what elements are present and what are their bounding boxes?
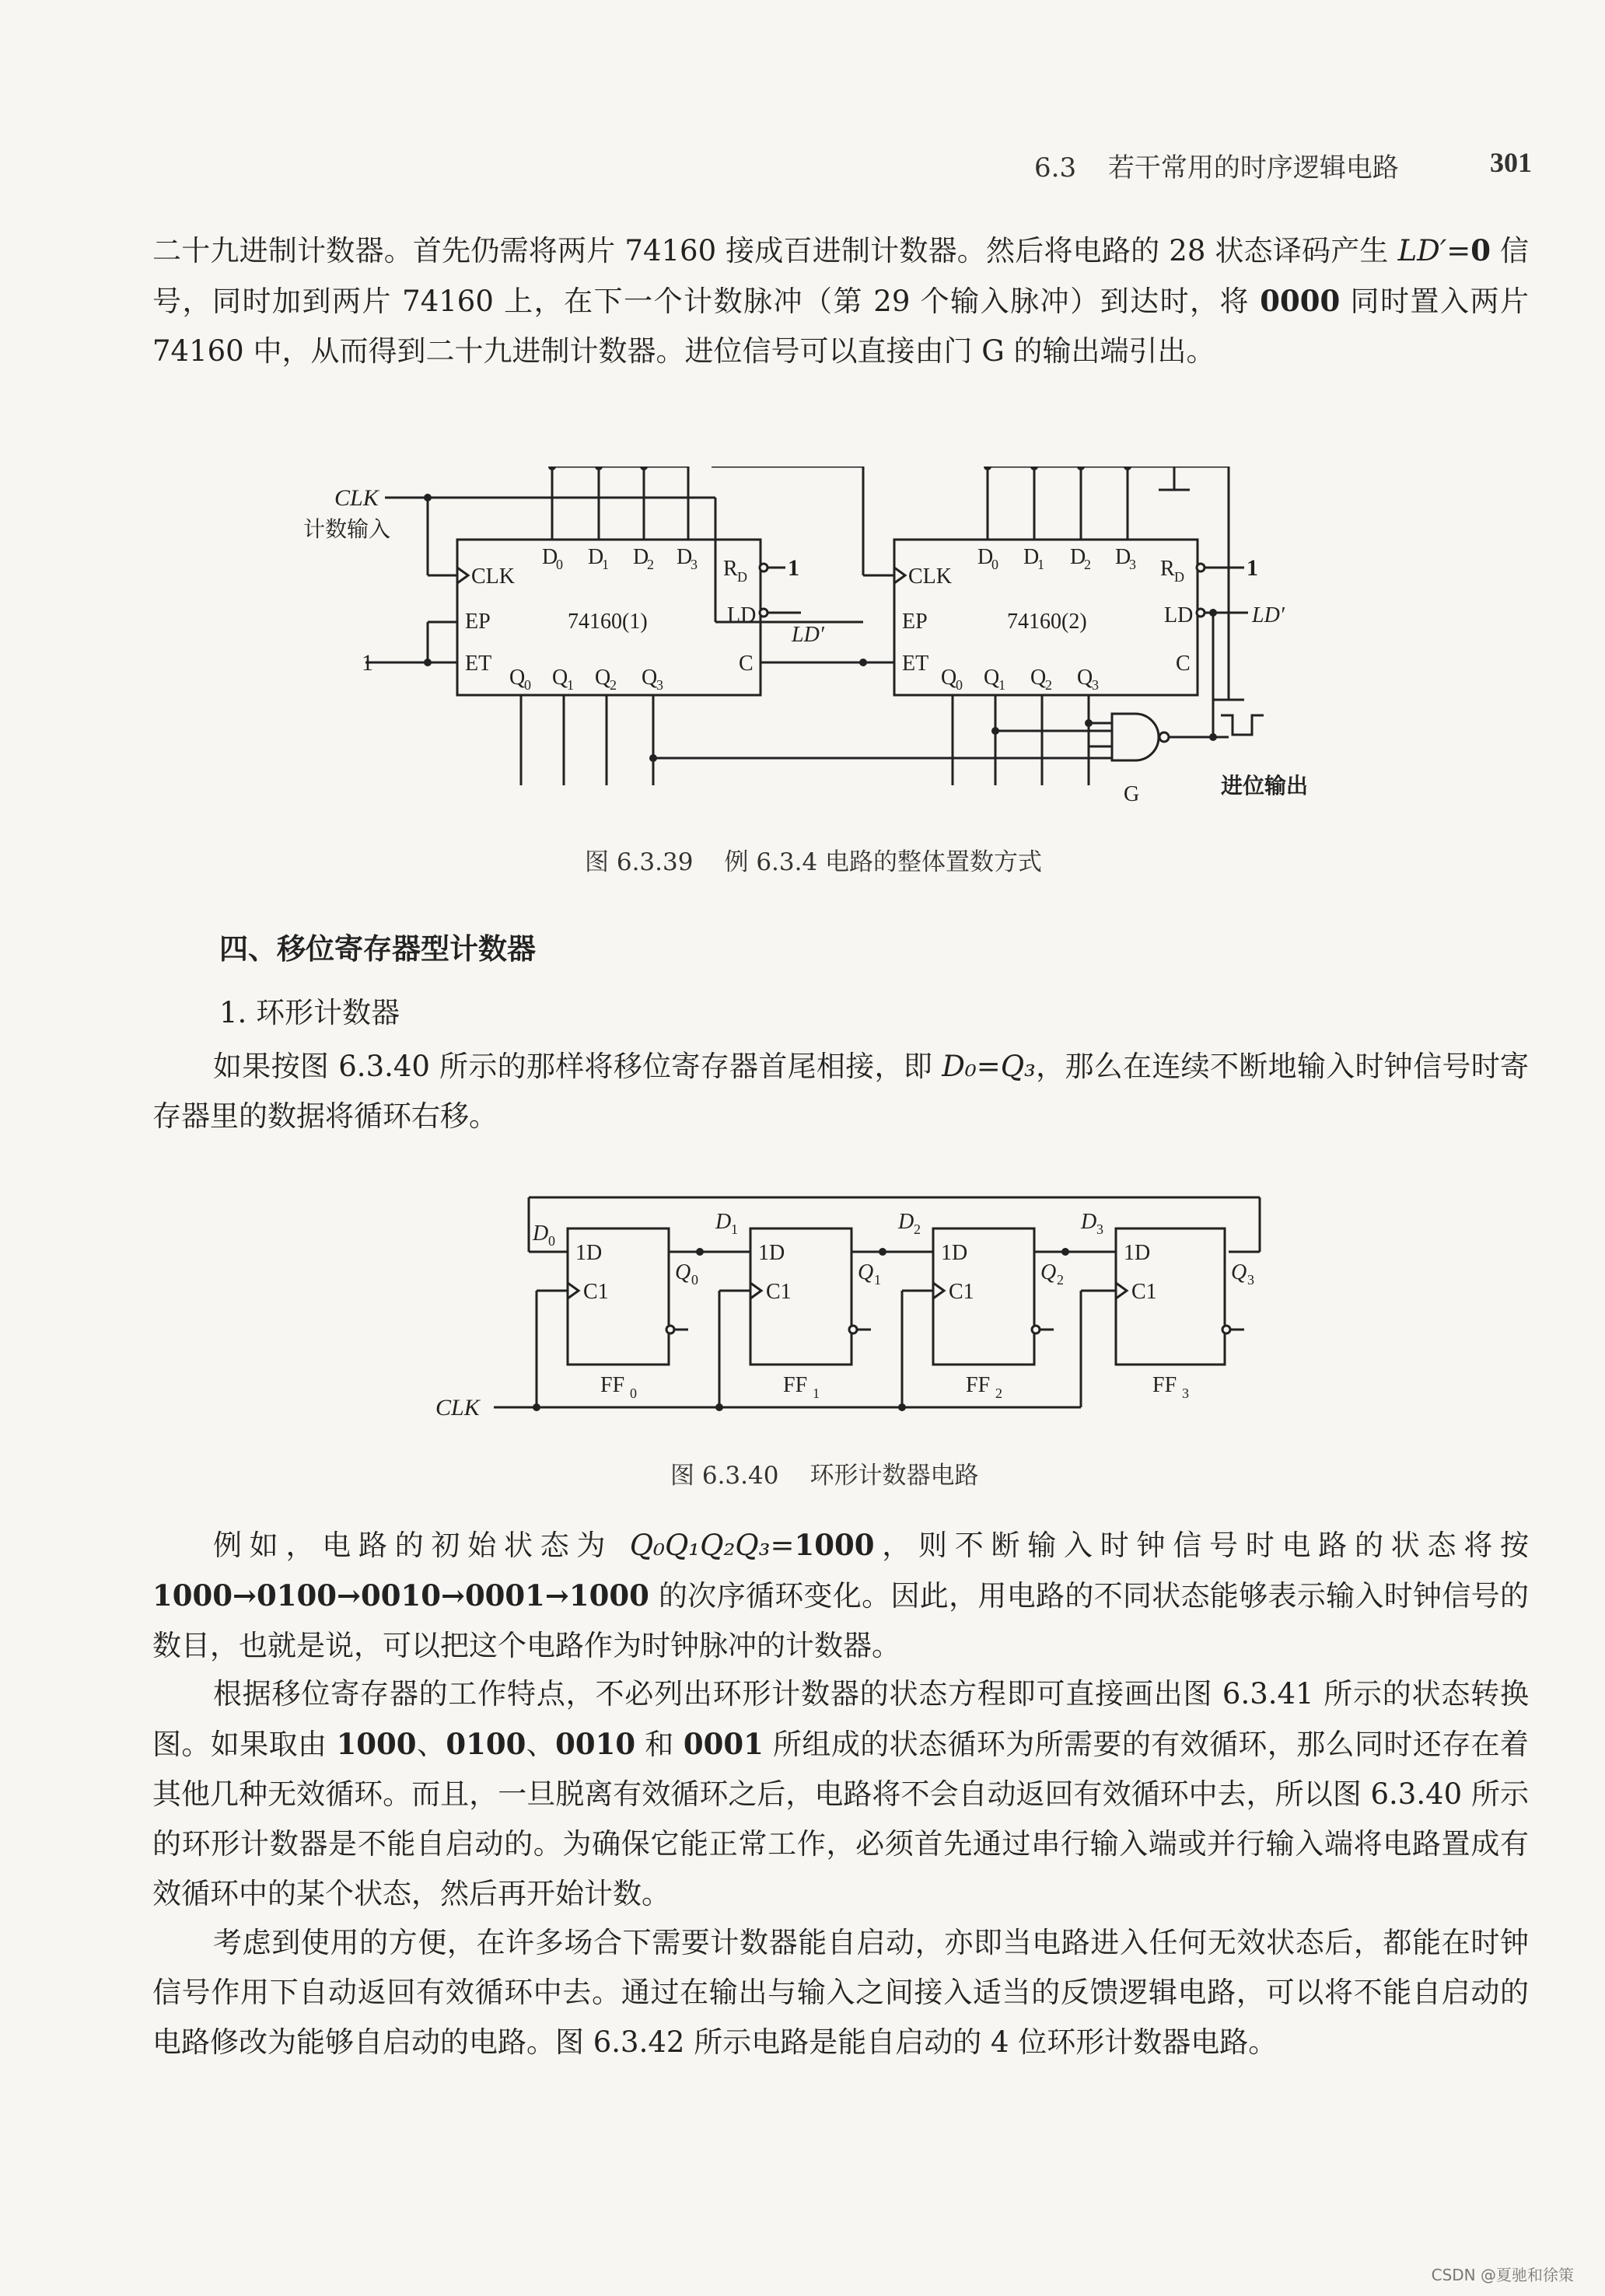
paragraph-self-start: 考虑到使用的方便，在许多场合下需要计数器能自启动，亦即当电路进入任何无效状态后，都能在时钟信号作用下自动返回有效循环中去。通过在输出与输入之间接入适当的反馈逻辑电路，可以将不能自启动的电路修改为能够自启动的电路。图 6.3.42 所示电路是能自启动的 4 位环形计数器电路。 [152, 1926, 1529, 2059]
chip2-q3-sub: 3 [1092, 677, 1099, 693]
chip1-q3: Q [642, 666, 658, 690]
ff1-c1: C1 [766, 1280, 792, 1304]
running-header [1034, 146, 1532, 184]
q0-sub: 0 [691, 1272, 698, 1288]
chip1-pin-c: C [739, 652, 754, 676]
chip1-pin-et: ET [465, 652, 492, 676]
figure-6-3-40-caption [670, 1456, 978, 1490]
const-one-label: 1 [362, 650, 373, 676]
chip2-pin-c: C [1176, 652, 1191, 676]
q3-sub: 3 [1247, 1272, 1254, 1288]
paragraph-intro: 二十九进制计数器。首先仍需将两片 74160 接成百进制计数器。然后将电路的 28 状态译码产生 LD′=0 信号，同时加到两片 74160 上，在下一个计数脉冲（第 29 个输入脉冲）到达时，将 0000 同时置入两片 74160 中，从而得到二十九进制计数器。进位信号可以直接由门 G 的输出端引出。 [152, 233, 1529, 368]
ff1-sub: 1 [813, 1386, 820, 1401]
ff2-1d: 1D [941, 1241, 968, 1265]
chip1-pin-clk: CLK [471, 564, 515, 589]
chip2-q1-sub: 1 [998, 677, 1005, 693]
chip2-q0-sub: 0 [956, 677, 963, 693]
d1-label: D [715, 1210, 732, 1234]
watermark: CSDN @夏驰和徐策 [1431, 2266, 1574, 2284]
d2-label: D [898, 1210, 914, 1234]
chip2-d2: D [1070, 545, 1086, 569]
ff3-1d: 1D [1124, 1241, 1151, 1265]
page-number: 301 [1490, 147, 1532, 178]
paragraph-initial-state: 例如，电路的初始状态为 Q₀Q₁Q₂Q₃=1000，则不断输入时钟信号时电路的状态将按 1000→0100→0010→0001→1000 的次序循环变化。因此，用电路的不同状态能够表示输入时钟信号的数目，也就是说，可以把这个电路作为时钟脉冲的计数器。 [152, 1528, 1530, 1662]
q1-sub: 1 [874, 1272, 881, 1288]
q0-label: Q [675, 1260, 691, 1284]
ff3-sub: 3 [1182, 1386, 1189, 1401]
d1-sub: 1 [731, 1221, 738, 1237]
chip2-d2-sub: 2 [1084, 557, 1091, 572]
ff1-name: FF [783, 1373, 808, 1397]
fig39-caption-number: 图 6.3.39 [585, 848, 694, 876]
chip2-pin-ld: LD [1164, 603, 1194, 627]
chip2-pin-rd: R [1160, 557, 1175, 581]
chip2-name: 74160(2) [1007, 610, 1087, 634]
ff2-c1: C1 [949, 1280, 974, 1304]
chip2-q2-sub: 2 [1045, 677, 1052, 693]
chip2-d0: D [977, 545, 994, 569]
chip2-d3: D [1115, 545, 1131, 569]
clk-label-fig39: CLK [334, 485, 379, 511]
chip2-ld-prime: LD′ [1252, 603, 1285, 627]
ff0-sub: 0 [630, 1386, 637, 1401]
chip2-d1: D [1023, 545, 1040, 569]
chip1-ld-prime: LD′ [792, 623, 824, 647]
paragraph-state-diagram: 根据移位寄存器的工作特点，不必列出环形计数器的状态方程即可直接画出图 6.3.41 所示的状态转换图。如果取由 1000、0100、0010 和 0001 所组成的状态循环为所需要的有效循环，那么同时还存在着其他几种无效循环。而且，一旦脱离有效循环之后，电路将不会自动返回有效循环中去，所以图 6.3.40 所示的环形计数器是不能自启动的。为确保它能正常工作，必须首先通过串行输入端或并行输入端将电路置成有效循环中的某个状态，然后再开始计数。 [152, 1677, 1530, 1910]
subsection-heading: 1. 环形计数器 [219, 996, 400, 1029]
ff0-name: FF [600, 1373, 625, 1397]
d0-label: D [533, 1221, 549, 1246]
chip1-q3-sub: 3 [656, 677, 663, 693]
chip2-rd-one: 1 [1247, 555, 1258, 581]
chip2-pin-clk: CLK [908, 564, 952, 589]
section-title: 若干常用的时序逻辑电路 [1107, 152, 1399, 183]
chip2-d3-sub: 3 [1129, 557, 1136, 572]
chip1-pin-ld: LD [727, 603, 757, 627]
q2-label: Q [1040, 1260, 1057, 1284]
q1-label: Q [858, 1260, 874, 1284]
paragraph-ring-intro: 如果按图 6.3.40 所示的那样将移位寄存器首尾相接，即 D₀=Q₃，那么在连续不断地输入时钟信号时寄存器里的数据将循环右移。 [152, 1050, 1529, 1133]
clk-label-fig40: CLK [435, 1395, 480, 1421]
ff2-name: FF [966, 1373, 991, 1397]
chip2-pin-ep: EP [902, 610, 928, 634]
chip1-d1-sub: 1 [602, 557, 609, 572]
chip1-pin-rd: R [723, 557, 738, 581]
chip1-d3-sub: 3 [691, 557, 698, 572]
d2-sub: 2 [914, 1221, 921, 1237]
gate-g-label: G [1124, 782, 1140, 806]
chip1-d3: D [677, 545, 693, 569]
q3-label: Q [1231, 1260, 1247, 1284]
section-number: 6.3 [1034, 152, 1077, 183]
chip2-pin-rd-sub: D [1174, 569, 1184, 585]
d0-sub: 0 [548, 1233, 555, 1249]
d3-label: D [1081, 1210, 1097, 1234]
chip1-q0-sub: 0 [524, 677, 531, 693]
chip1-pin-rd-sub: D [737, 569, 747, 585]
chip2-q1: Q [984, 666, 1000, 690]
chip1-d2: D [633, 545, 649, 569]
chip1-d0-sub: 0 [556, 557, 563, 572]
ff0-c1: C1 [583, 1280, 609, 1304]
chip2-q3: Q [1077, 666, 1093, 690]
figure-6-3-39-circuit [288, 467, 1400, 824]
chip1-d1: D [588, 545, 604, 569]
d3-sub: 3 [1096, 1221, 1103, 1237]
figure-6-3-39-caption [585, 842, 1042, 877]
chip1-q1: Q [552, 666, 568, 690]
chip1-q2-sub: 2 [610, 677, 617, 693]
chip2-q0: Q [941, 666, 957, 690]
ff1-1d: 1D [758, 1241, 785, 1265]
chip1-q0: Q [509, 666, 526, 690]
figure-6-3-40-circuit [420, 1182, 1291, 1431]
chip1-d0: D [542, 545, 558, 569]
count-input-label: 计数输入 [303, 516, 391, 542]
chip1-d2-sub: 2 [647, 557, 654, 572]
carry-output-label: 进位输出 [1221, 773, 1309, 799]
chip2-q2: Q [1030, 666, 1047, 690]
chip1-rd-one: 1 [788, 555, 799, 581]
q2-sub: 2 [1057, 1272, 1064, 1288]
section-heading: 四、移位寄存器型计数器 [219, 932, 536, 966]
ff3-c1: C1 [1131, 1280, 1157, 1304]
chip1-pin-ep: EP [465, 610, 491, 634]
chip1-q1-sub: 1 [567, 677, 574, 693]
ff0-1d: 1D [575, 1241, 603, 1265]
ff2-sub: 2 [995, 1386, 1002, 1401]
fig40-caption-text: 环形计数器电路 [809, 1462, 979, 1490]
chip2-d1-sub: 1 [1037, 557, 1044, 572]
chip2-d0-sub: 0 [991, 557, 998, 572]
chip1-q2: Q [595, 666, 611, 690]
chip2-pin-et: ET [902, 652, 929, 676]
fig39-caption-text: 例 6.3.4 电路的整体置数方式 [724, 848, 1043, 876]
chip1-name: 74160(1) [568, 610, 648, 634]
fig40-caption-number: 图 6.3.40 [670, 1462, 779, 1490]
ff3-name: FF [1152, 1373, 1177, 1397]
